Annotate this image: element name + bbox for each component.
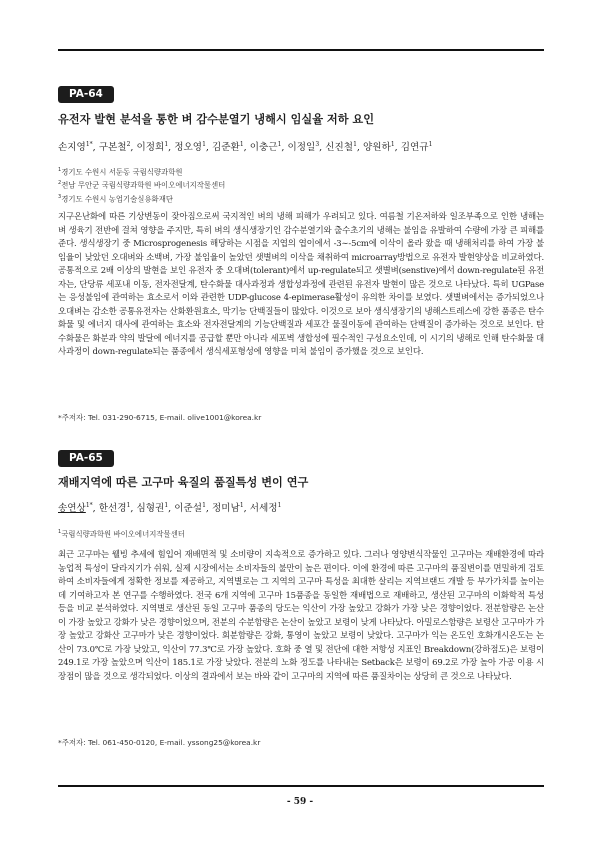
- author-name: 손지영: [58, 142, 86, 153]
- author-affiliation-mark: 1: [164, 140, 169, 148]
- affiliation-list: [58, 165, 225, 205]
- author-name: 송연상: [58, 503, 86, 514]
- author-name: 심형권: [136, 503, 165, 514]
- corresponding-author-contact: *주저자: Tel. 061-450-0120, E-mail. yssong25@korea.kr: [58, 738, 261, 747]
- abstract-id-badge: PA-65: [58, 450, 114, 467]
- author-affiliation-mark: 1: [164, 501, 169, 509]
- abstract-id-badge: PA-64: [58, 86, 114, 103]
- author-affiliation-mark: 1: [126, 501, 131, 509]
- author-affiliation-mark: 2: [126, 140, 131, 148]
- affiliation-list: [58, 527, 185, 540]
- author-name: 김연규: [400, 142, 429, 153]
- author-name: 양원하: [363, 142, 391, 153]
- author-name: 이충근: [249, 142, 278, 153]
- author-name: 신진철: [325, 142, 354, 153]
- abstract-body: 지구온난화에 따른 기상변동이 잦아짐으로써 국지적인 벼의 냉해 피해가 우려되고 있다. 여름철 기온저하와 일조부족으로 인한 냉해는 벼 생육기 전반에 걸쳐 영향을 주지만, 특히 벼의 생식생장기인 감수분열기와 출수초기의 냉해는 불임을 유발하여 수량에 가장 큰 피해를 준다. 생식생장기 중 Microsprogenesis 해당하는 시점을 지엽의 엽이에서 -3∼-5cm에 이삭이 올라 왔을 때 냉해처리를 하여 가장 불임율이 낮았던 오대벼와 소백벼, 가장 불임율이 높았던 샛별벼의 이삭을 채취하여 microarray방법으로 유전자 발현양상을 비교하였다. 공통적으로 2배 이상의 발현을 보인 유전자 중 오대벼(tolerant)에서 up-regulate되고 샛별벼(senstive)에서 down-regulate된 유전자는, 단당류 세포내 이동, 전자전달계, 탄수화물 대사과정과 생합성과정에 관련된 유전자 발현이 많은 것으로 나타났다. 특히 UGPase는 응성불임에 관여하는 효소로서 이와 관련한 UDP-glucose 4-epimerase활성이 유의한 차이를 보였다. 샛별벼에서는 증가되었으나 오대벼는 감소한 공통유전자는 산화환원효소, 막기능 단백질들이 많았다. 이것으로 보아 생식생장기의 냉해스트레스에 강한 품종은 탄수화물 및 에너지 대사에 관여하는 효소와 전자전달계의 기능단백질과 세포간 물질이동에 관여하는 단백질이 증가하는 것으로 보인다. 탄수화물은 화분과 약의 발달에 에너지를 공급할 뿐만 아니라 세포벽 생합성에 필수적인 구성요소인데, 이 시기의 냉해로 인해 탄수화물 대사과정이 down-regulate되는 품종에서 생식세포형성에 영향을 미쳐 불임이 증가했을 것으로 보인다.: [58, 211, 545, 357]
- author-affiliation-mark: 1: [353, 140, 357, 148]
- author-affiliation-mark: 1: [239, 501, 244, 509]
- author-name: 김준환: [212, 142, 240, 153]
- abstract-body: 최근 고구마는 웰빙 추세에 힘입어 재배면적 및 소비량이 지속적으로 증가하고 있다. 그러나 영양변식작물인 고구마는 재배환경에 따라 농업적 특성이 달라지기가 쉬워, 실제 시장에서는 소비자들의 불만이 높은 편이다. 이에 환경에 따른 고구마의 품질변이를 면밀하게 검토하여 소비자들에게 정확한 정보를 제공하고, 지역별로는 그 지역의 고구마 특성을 최대한 살리는 지역브랜드 개발 등 부가가치를 높이는데 기여하고자 본 연구를 수행하였다. 전국 6개 지역에 고구마 15품종을 동일한 재배법으로 재배하고, 생산된 고구마의 이화학적 특성 등을 비교 분석하였다. 지역별로 생산된 동일 고구마 품종의 당도는 익산이 가장 높았고 강화가 가장 낮은 경향이었다. 전분함량은 논산이 가장 높았고 강화가 낮은 경향이었으며, 전분의 수분함량은 논산이 높았고 보령이 낮게 나타났다. 아밀로스함량은 보령산 고구마가 가장 높았고 강화산 고구마가 낮은 경향이었다. 회분함량은 강화, 통영이 높았고 보령이 낮았다. 고구마가 익는 온도인 호화개시온도는 논산이 73.0℃로 가장 낮았고, 익산이 77.3℃로 가장 높았다. 호화 중 열 및 전단에 대한 저항성 지표인 Breakdown(강하점도)은 보령이 249.1로 가장 높았으며 익산이 185.1로 가장 낮았다. 전분의 노화 정도를 나타내는 Setback은 보령이 69.2로 가장 높아 가공 이용 시 장점이 많을 것으로 생각되었다. 이상의 결과에서 보는 바와 같이 고구마의 지역에 따른 품질차이는 상당히 큰 것으로 나타났다.: [58, 549, 544, 681]
- author-name: 서세정: [249, 503, 278, 514]
- author-name: 한선경: [98, 503, 127, 514]
- author-name: 구본철: [98, 142, 127, 153]
- author-name: 이정일: [287, 142, 316, 153]
- author-affiliation-mark: 1: [239, 140, 244, 148]
- author-name: 정오영: [174, 142, 203, 153]
- affiliation-line: $^1$국립식량과학원 바이오에너지작물센터: [58, 529, 185, 539]
- page-number: - 59 -: [286, 797, 314, 807]
- author-affiliation-mark: 1*: [85, 140, 93, 148]
- author-affiliation-mark: 1*: [85, 501, 93, 509]
- author-affiliation-mark: 1: [390, 140, 395, 148]
- affiliation-line: $^2$전남 무안군 국립식량과학원 바이오에너지작물센터: [58, 180, 226, 190]
- abstract-title: 유전자 발현 분석을 통한 벼 감수분열기 냉해시 임실율 저하 요인: [58, 113, 375, 126]
- author-affiliation-mark: 1: [277, 140, 282, 148]
- corresponding-author-contact: *주저자: Tel. 031-290-6715, E-mail. olive1001@korea.kr: [58, 413, 262, 422]
- author-name: 정미남: [212, 503, 240, 514]
- author-affiliation-mark: 3: [315, 140, 320, 148]
- author-name: 이준설: [174, 503, 203, 514]
- author-list: 손지영$^{1*}$, 구본철$^2$, 이정희$^1$, 정오영$^1$, 김준환$^1$, 이충근$^1$, 이정일$^3$, 신진철$^1$, 양원하$^1$, 김연규$^1$: [58, 140, 433, 153]
- author-affiliation-mark: 1: [202, 501, 206, 509]
- abstract-title: 재배지역에 따른 고구마 육질의 품질특성 변이 연구: [58, 476, 309, 489]
- author-name: 이정희: [136, 142, 165, 153]
- affiliation-line: $^3$경기도 수원시 농업기술실용화재단: [58, 193, 173, 203]
- author-affiliation-mark: 1: [428, 140, 433, 148]
- top-rule: [58, 49, 544, 51]
- author-affiliation-mark: 1: [202, 140, 206, 148]
- author-affiliation-mark: 1: [277, 501, 282, 509]
- author-list: 송연상$^{1*}$, 한선경$^1$, 심형권$^1$, 이준설$^1$, 정미남$^1$, 서세정$^1$: [58, 501, 282, 514]
- bottom-rule: [58, 785, 544, 787]
- affiliation-line: $^1$경기도 수원시 서둔동 국립식량과학원: [58, 167, 183, 177]
